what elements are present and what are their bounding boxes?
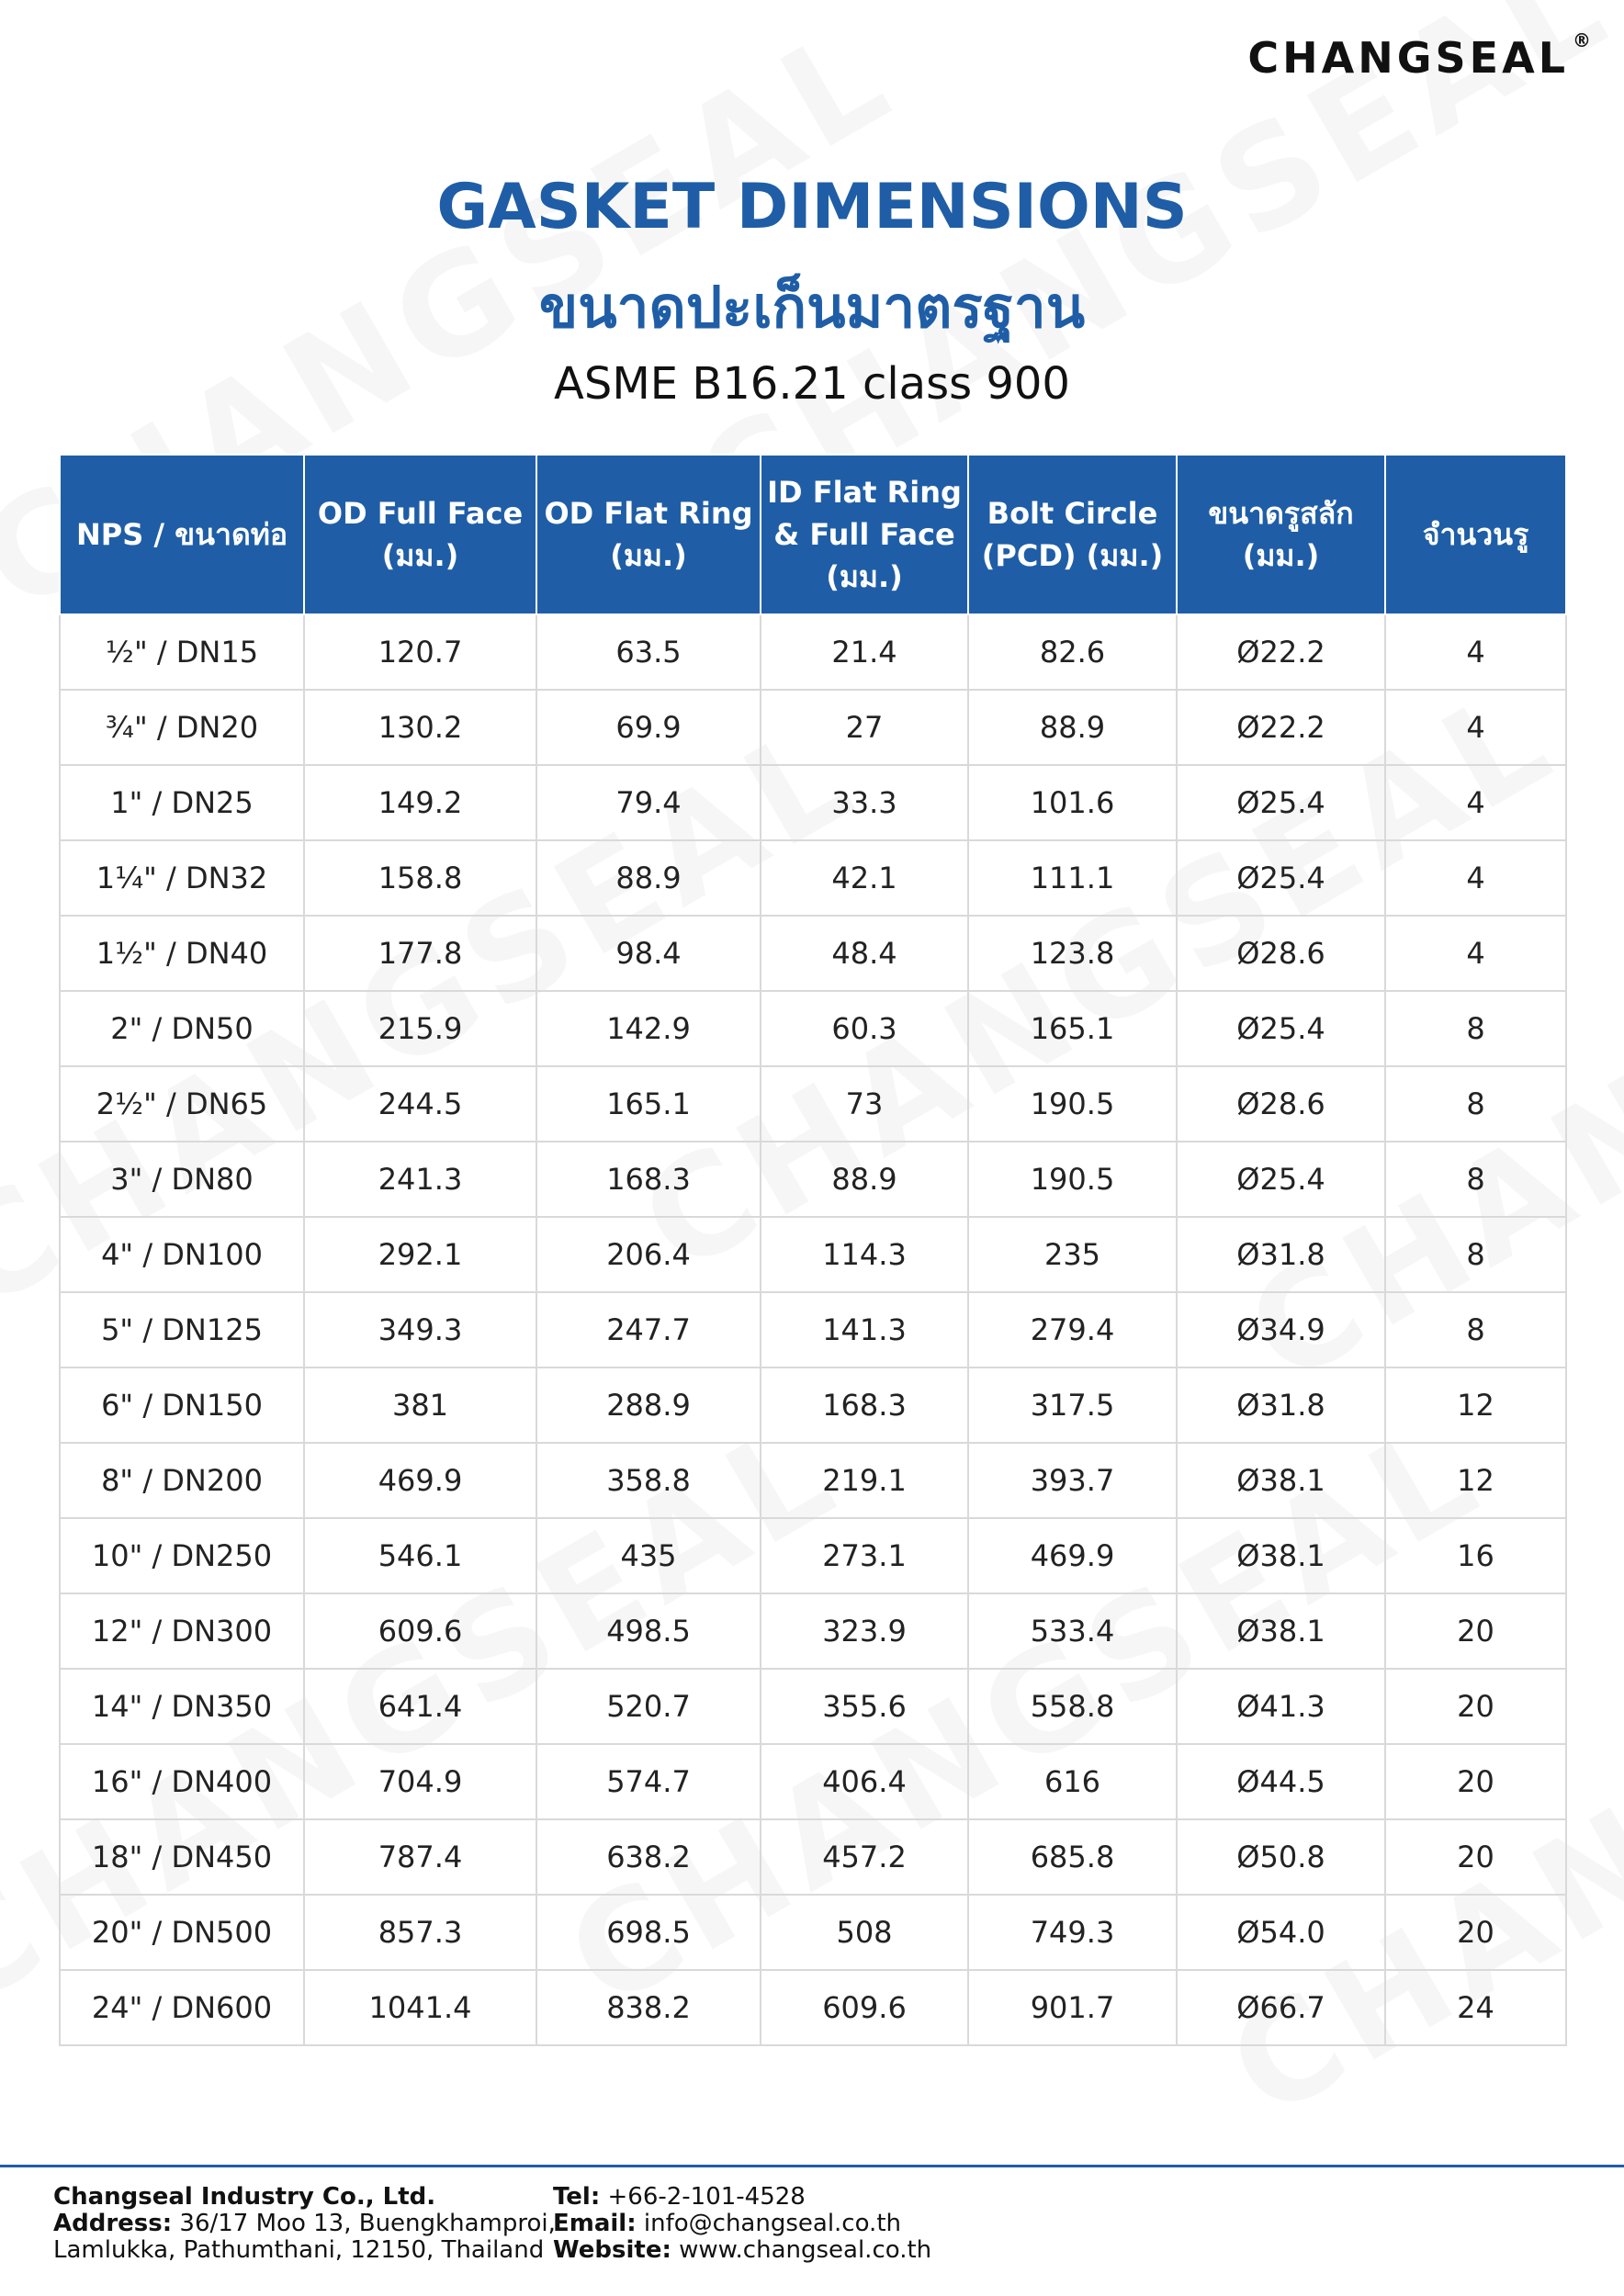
header-hole-count: จำนวนรู bbox=[1385, 455, 1566, 614]
cell-hole-count: 4 bbox=[1385, 690, 1566, 765]
table-row bbox=[60, 690, 1566, 765]
cell-bolt-circle: 616 bbox=[968, 1744, 1177, 1819]
cell-od-full-face: 704.9 bbox=[304, 1744, 536, 1819]
footer-address-line1: 36/17 Moo 13, Buengkhamproi, bbox=[179, 2210, 556, 2237]
cell-od-flat-ring: 98.4 bbox=[536, 916, 761, 991]
cell-nps: 1½" / DN40 bbox=[60, 916, 304, 991]
cell-bolt-hole-size: Ø31.8 bbox=[1177, 1367, 1385, 1443]
cell-od-full-face: 546.1 bbox=[304, 1518, 536, 1593]
table-row bbox=[60, 840, 1566, 916]
cell-bolt-hole-size: Ø31.8 bbox=[1177, 1217, 1385, 1292]
cell-bolt-circle: 558.8 bbox=[968, 1669, 1177, 1744]
cell-od-flat-ring: 247.7 bbox=[536, 1292, 761, 1367]
cell-bolt-circle: 101.6 bbox=[968, 765, 1177, 840]
page-title: GASKET DIMENSIONS bbox=[436, 171, 1188, 243]
table-row bbox=[60, 1292, 1566, 1367]
cell-nps: 16" / DN400 bbox=[60, 1744, 304, 1819]
cell-hole-count: 8 bbox=[1385, 1217, 1566, 1292]
cell-hole-count: 16 bbox=[1385, 1518, 1566, 1593]
registered-mark: ® bbox=[1573, 29, 1591, 51]
cell-od-flat-ring: 498.5 bbox=[536, 1593, 761, 1669]
cell-bolt-hole-size: Ø25.4 bbox=[1177, 1142, 1385, 1217]
cell-hole-count: 20 bbox=[1385, 1669, 1566, 1744]
cell-nps: 18" / DN450 bbox=[60, 1819, 304, 1895]
cell-nps: 14" / DN350 bbox=[60, 1669, 304, 1744]
cell-od-flat-ring: 63.5 bbox=[536, 614, 761, 690]
cell-bolt-circle: 88.9 bbox=[968, 690, 1177, 765]
cell-bolt-hole-size: Ø22.2 bbox=[1177, 614, 1385, 690]
brand-logo bbox=[1247, 29, 1591, 83]
cell-od-full-face: 349.3 bbox=[304, 1292, 536, 1367]
cell-bolt-circle: 82.6 bbox=[968, 614, 1177, 690]
cell-nps: 4" / DN100 bbox=[60, 1217, 304, 1292]
table-row bbox=[60, 1443, 1566, 1518]
cell-od-flat-ring: 165.1 bbox=[536, 1066, 761, 1142]
table-row bbox=[60, 1518, 1566, 1593]
cell-bolt-circle: 111.1 bbox=[968, 840, 1177, 916]
header-od-full-face: OD Full Face (มม.) bbox=[304, 455, 536, 614]
footer-email-link[interactable]: info@changseal.co.th bbox=[643, 2210, 901, 2237]
footer-tel-label: Tel: bbox=[553, 2183, 601, 2211]
cell-id: 73 bbox=[761, 1066, 968, 1142]
cell-hole-count: 8 bbox=[1385, 1292, 1566, 1367]
table-row bbox=[60, 1217, 1566, 1292]
cell-nps: 2" / DN50 bbox=[60, 991, 304, 1066]
cell-bolt-hole-size: Ø28.6 bbox=[1177, 1066, 1385, 1142]
cell-hole-count: 4 bbox=[1385, 840, 1566, 916]
cell-id: 609.6 bbox=[761, 1970, 968, 2045]
cell-od-full-face: 787.4 bbox=[304, 1819, 536, 1895]
cell-bolt-hole-size: Ø25.4 bbox=[1177, 991, 1385, 1066]
cell-od-flat-ring: 288.9 bbox=[536, 1367, 761, 1443]
cell-bolt-hole-size: Ø41.3 bbox=[1177, 1669, 1385, 1744]
header-id-flat-ring-full-face: ID Flat Ring & Full Face (มม.) bbox=[761, 455, 968, 614]
brand-name: CHANGSEAL bbox=[1247, 33, 1569, 83]
cell-hole-count: 12 bbox=[1385, 1367, 1566, 1443]
cell-hole-count: 24 bbox=[1385, 1970, 1566, 2045]
cell-bolt-hole-size: Ø38.1 bbox=[1177, 1443, 1385, 1518]
table-row bbox=[60, 991, 1566, 1066]
table-row bbox=[60, 1142, 1566, 1217]
header-od-flat-ring: OD Flat Ring (มม.) bbox=[536, 455, 761, 614]
cell-od-full-face: 244.5 bbox=[304, 1066, 536, 1142]
footer-email-label: Email: bbox=[553, 2210, 637, 2237]
cell-hole-count: 20 bbox=[1385, 1895, 1566, 1970]
cell-id: 60.3 bbox=[761, 991, 968, 1066]
cell-id: 141.3 bbox=[761, 1292, 968, 1367]
cell-bolt-circle: 533.4 bbox=[968, 1593, 1177, 1669]
cell-id: 114.3 bbox=[761, 1217, 968, 1292]
table-row bbox=[60, 1895, 1566, 1970]
cell-od-flat-ring: 358.8 bbox=[536, 1443, 761, 1518]
header-bolt-circle: Bolt Circle (PCD) (มม.) bbox=[968, 455, 1177, 614]
table-row bbox=[60, 1066, 1566, 1142]
cell-hole-count: 20 bbox=[1385, 1593, 1566, 1669]
footer-website-link[interactable]: www.changseal.co.th bbox=[679, 2236, 932, 2264]
table-row bbox=[60, 1970, 1566, 2045]
footer-tel: +66-2-101-4528 bbox=[607, 2183, 806, 2211]
cell-od-flat-ring: 79.4 bbox=[536, 765, 761, 840]
table-row bbox=[60, 765, 1566, 840]
cell-id: 406.4 bbox=[761, 1744, 968, 1819]
cell-id: 273.1 bbox=[761, 1518, 968, 1593]
cell-bolt-hole-size: Ø54.0 bbox=[1177, 1895, 1385, 1970]
cell-od-flat-ring: 520.7 bbox=[536, 1669, 761, 1744]
cell-od-flat-ring: 69.9 bbox=[536, 690, 761, 765]
cell-hole-count: 8 bbox=[1385, 1142, 1566, 1217]
table-row bbox=[60, 1744, 1566, 1819]
cell-od-full-face: 130.2 bbox=[304, 690, 536, 765]
cell-od-full-face: 215.9 bbox=[304, 991, 536, 1066]
cell-od-full-face: 177.8 bbox=[304, 916, 536, 991]
cell-od-flat-ring: 638.2 bbox=[536, 1819, 761, 1895]
cell-nps: 2½" / DN65 bbox=[60, 1066, 304, 1142]
cell-nps: 20" / DN500 bbox=[60, 1895, 304, 1970]
footer-website-label: Website: bbox=[553, 2236, 671, 2264]
cell-od-flat-ring: 142.9 bbox=[536, 991, 761, 1066]
cell-bolt-hole-size: Ø34.9 bbox=[1177, 1292, 1385, 1367]
cell-od-full-face: 469.9 bbox=[304, 1443, 536, 1518]
cell-id: 21.4 bbox=[761, 614, 968, 690]
cell-bolt-circle: 749.3 bbox=[968, 1895, 1177, 1970]
cell-id: 42.1 bbox=[761, 840, 968, 916]
cell-bolt-hole-size: Ø25.4 bbox=[1177, 840, 1385, 916]
cell-hole-count: 12 bbox=[1385, 1443, 1566, 1518]
cell-bolt-hole-size: Ø25.4 bbox=[1177, 765, 1385, 840]
gasket-dimensions-table bbox=[59, 454, 1567, 2046]
cell-od-flat-ring: 838.2 bbox=[536, 1970, 761, 2045]
cell-id: 508 bbox=[761, 1895, 968, 1970]
cell-bolt-circle: 279.4 bbox=[968, 1292, 1177, 1367]
table-row bbox=[60, 614, 1566, 690]
cell-id: 219.1 bbox=[761, 1443, 968, 1518]
cell-od-full-face: 641.4 bbox=[304, 1669, 536, 1744]
cell-hole-count: 4 bbox=[1385, 916, 1566, 991]
page-subtitle-thai: ขนาดปะเก็นมาตรฐาน bbox=[538, 274, 1086, 341]
cell-bolt-circle: 190.5 bbox=[968, 1066, 1177, 1142]
footer-address-line2: Lamlukka, Pathumthani, 12150, Thailand bbox=[53, 2236, 545, 2264]
cell-nps: 8" / DN200 bbox=[60, 1443, 304, 1518]
cell-od-full-face: 158.8 bbox=[304, 840, 536, 916]
cell-od-full-face: 292.1 bbox=[304, 1217, 536, 1292]
cell-bolt-circle: 685.8 bbox=[968, 1819, 1177, 1895]
cell-od-full-face: 120.7 bbox=[304, 614, 536, 690]
cell-od-full-face: 241.3 bbox=[304, 1142, 536, 1217]
cell-nps: ¾" / DN20 bbox=[60, 690, 304, 765]
cell-id: 48.4 bbox=[761, 916, 968, 991]
cell-bolt-hole-size: Ø44.5 bbox=[1177, 1744, 1385, 1819]
cell-bolt-circle: 165.1 bbox=[968, 991, 1177, 1066]
cell-od-full-face: 381 bbox=[304, 1367, 536, 1443]
cell-bolt-circle: 901.7 bbox=[968, 1970, 1177, 2045]
cell-hole-count: 20 bbox=[1385, 1819, 1566, 1895]
table-row bbox=[60, 1819, 1566, 1895]
cell-bolt-circle: 469.9 bbox=[968, 1518, 1177, 1593]
cell-nps: 5" / DN125 bbox=[60, 1292, 304, 1367]
table-row bbox=[60, 1367, 1566, 1443]
footer-company-name: Changseal Industry Co., Ltd. bbox=[53, 2183, 436, 2211]
header-bolt-hole-size: ขนาดรูสลัก (มม.) bbox=[1177, 455, 1385, 614]
cell-id: 33.3 bbox=[761, 765, 968, 840]
standard-label: ASME B16.21 class 900 bbox=[554, 358, 1070, 410]
cell-hole-count: 8 bbox=[1385, 991, 1566, 1066]
cell-nps: 24" / DN600 bbox=[60, 1970, 304, 2045]
cell-bolt-hole-size: Ø22.2 bbox=[1177, 690, 1385, 765]
cell-id: 355.6 bbox=[761, 1669, 968, 1744]
cell-id: 27 bbox=[761, 690, 968, 765]
cell-id: 168.3 bbox=[761, 1367, 968, 1443]
cell-id: 457.2 bbox=[761, 1819, 968, 1895]
cell-nps: ½" / DN15 bbox=[60, 614, 304, 690]
cell-bolt-hole-size: Ø50.8 bbox=[1177, 1819, 1385, 1895]
cell-bolt-circle: 317.5 bbox=[968, 1367, 1177, 1443]
table-header-row bbox=[60, 455, 1566, 614]
cell-od-flat-ring: 435 bbox=[536, 1518, 761, 1593]
cell-bolt-hole-size: Ø66.7 bbox=[1177, 1970, 1385, 2045]
cell-nps: 12" / DN300 bbox=[60, 1593, 304, 1669]
cell-bolt-circle: 235 bbox=[968, 1217, 1177, 1292]
cell-od-full-face: 1041.4 bbox=[304, 1970, 536, 2045]
footer-company-info bbox=[53, 2184, 556, 2264]
cell-nps: 1" / DN25 bbox=[60, 765, 304, 840]
cell-od-full-face: 609.6 bbox=[304, 1593, 536, 1669]
table-row bbox=[60, 1593, 1566, 1669]
cell-hole-count: 4 bbox=[1385, 765, 1566, 840]
cell-hole-count: 4 bbox=[1385, 614, 1566, 690]
cell-od-flat-ring: 88.9 bbox=[536, 840, 761, 916]
cell-od-flat-ring: 574.7 bbox=[536, 1744, 761, 1819]
cell-od-flat-ring: 698.5 bbox=[536, 1895, 761, 1970]
cell-od-flat-ring: 168.3 bbox=[536, 1142, 761, 1217]
cell-bolt-hole-size: Ø38.1 bbox=[1177, 1518, 1385, 1593]
table-row bbox=[60, 916, 1566, 991]
cell-id: 88.9 bbox=[761, 1142, 968, 1217]
cell-bolt-circle: 393.7 bbox=[968, 1443, 1177, 1518]
cell-bolt-circle: 190.5 bbox=[968, 1142, 1177, 1217]
header-nps: NPS / ขนาดท่อ bbox=[60, 455, 304, 614]
cell-bolt-circle: 123.8 bbox=[968, 916, 1177, 991]
footer-divider bbox=[0, 2165, 1624, 2167]
cell-bolt-hole-size: Ø28.6 bbox=[1177, 916, 1385, 991]
cell-hole-count: 20 bbox=[1385, 1744, 1566, 1819]
cell-od-full-face: 857.3 bbox=[304, 1895, 536, 1970]
cell-nps: 10" / DN250 bbox=[60, 1518, 304, 1593]
cell-bolt-hole-size: Ø38.1 bbox=[1177, 1593, 1385, 1669]
cell-nps: 3" / DN80 bbox=[60, 1142, 304, 1217]
table-row bbox=[60, 1669, 1566, 1744]
cell-hole-count: 8 bbox=[1385, 1066, 1566, 1142]
footer-address-label: Address: bbox=[53, 2210, 173, 2237]
cell-od-flat-ring: 206.4 bbox=[536, 1217, 761, 1292]
cell-nps: 1¼" / DN32 bbox=[60, 840, 304, 916]
cell-od-full-face: 149.2 bbox=[304, 765, 536, 840]
cell-id: 323.9 bbox=[761, 1593, 968, 1669]
footer-contact-info bbox=[553, 2184, 931, 2264]
cell-nps: 6" / DN150 bbox=[60, 1367, 304, 1443]
